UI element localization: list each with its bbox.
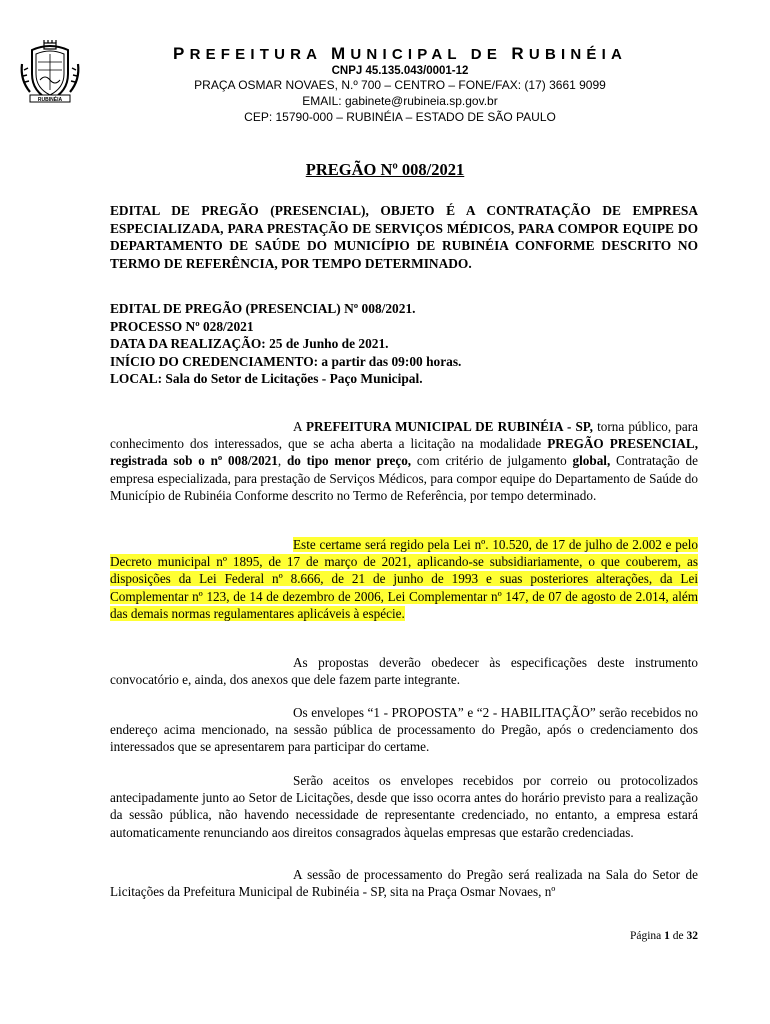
institution-title: PREFEITURA MUNICIPAL DE RUBINÉIA [173, 44, 627, 63]
letterhead [110, 44, 690, 125]
edital-objeto: EDITAL DE PREGÃO (PRESENCIAL), OBJETO É A CONTRATAÇÃO DE EMPRESA ESPECIALIZADA, PARA PRESTAÇÃO DE SERVIÇOS MÉDICOS, PARA COMPOR EQUIPE DO DEPARTAMENTO DE SAÚDE DO MUNICÍPIO DE RUBINÉIA CONFORME DESCRITO NO TERMO DE REFERÊNCIA, POR TEMPO DETERMINADO. [110, 203, 698, 271]
crest-banner-text: RUBINÉIA [37, 97, 63, 103]
paragraph-envelopes: Os envelopes “1 - PROPOSTA” e “2 - HABILITAÇÃO” serão recebidos no endereço acima mencionado, na sessão pública de processamento do Pregão, após o credenciamento dos interessados que se apresentarem para participar do certame. [110, 705, 698, 755]
paragraph-legal-basis [110, 536, 698, 622]
address-line: PRAÇA OSMAR NOVAES, N.º 700 – CENTRO – FONE/FAX: (17) 3661 9099 [194, 78, 606, 92]
page-number: Página 1 de 32 [629, 930, 698, 942]
paragraph-intro: A PREFEITURA MUNICIPAL DE RUBINÉIA - SP, torna público, para conhecimento dos interessados, que se acha aberta a licitação na modalidade PREGÃO PRESENCIAL, registrada sob o nº 008/2021, do tipo menor preço, com critério de julgamento global, Contratação de empresa especializada, para prestação de Serviços Médicos, para compor equipe do Departamento de Saúde do Município de Rubinéia Conforme descrito no Termo de Referência, por tempo determinado. [110, 419, 698, 503]
municipal-crest-icon [18, 40, 82, 104]
meta-processo: PROCESSO Nº 028/2021 [110, 318, 254, 334]
meta-local: LOCAL: Sala do Setor de Licitações - Paço Municipal. [110, 371, 423, 386]
meta-credenciamento: INÍCIO DO CREDENCIAMENTO: a partir das 09:00 horas. [110, 353, 462, 369]
edital-metadata [110, 300, 698, 388]
cep-line: CEP: 15790-000 – RUBINÉIA – ESTADO DE SÃO PAULO [244, 110, 556, 124]
paragraph-correio: Serão aceitos os envelopes recebidos por correio ou protocolizados antecipadamente junto ao Setor de Licitações, desde que isso ocorra antes do horário previsto para a realização da sessão pública, não havendo necessidade de representante credenciado, no entanto, a empresa estará automaticamente renunciando aos direitos consagrados àquelas empresas que estarão credenciadas. [110, 773, 698, 840]
cnpj-line: CNPJ 45.135.043/0001-12 [331, 65, 469, 77]
highlighted-text: Este certame será regido pela Lei nº. 10.520, de 17 de julho de 2.002 e pelo Decreto municipal nº 1895, de 17 de março de 2021, aplicando-se subsidiariamente, o que couberem, as disposições da Lei Federal nº 8.666, de 21 de junho de 1993 e suas posteriores alterações, da Lei Complementar nº 123, de 14 de dezembro de 2006, Lei Complementar nº 147, de 07 de agosto de 2.014, além das demais normas regulamentares aplicáveis à espécie. [110, 537, 698, 621]
meta-data-realizacao: DATA DA REALIZAÇÃO: 25 de Junho de 2021. [110, 336, 389, 351]
paragraph-propostas: As propostas deverão obedecer às especificações deste instrumento convocatório e, ainda, dos anexos que dele fazem parte integrante. [110, 655, 698, 688]
email-line: EMAIL: gabinete@rubineia.sp.gov.br [302, 94, 498, 108]
paragraph-sessao: A sessão de processamento do Pregão será realizada na Sala do Setor de Licitações da Prefeitura Municipal de Rubinéia - SP, sita na Praça Osmar Novaes, nº [110, 867, 698, 900]
document-title: PREGÃO Nº 008/2021 [305, 160, 465, 179]
meta-edital: EDITAL DE PREGÃO (PRESENCIAL) Nº 008/2021. [110, 301, 416, 316]
